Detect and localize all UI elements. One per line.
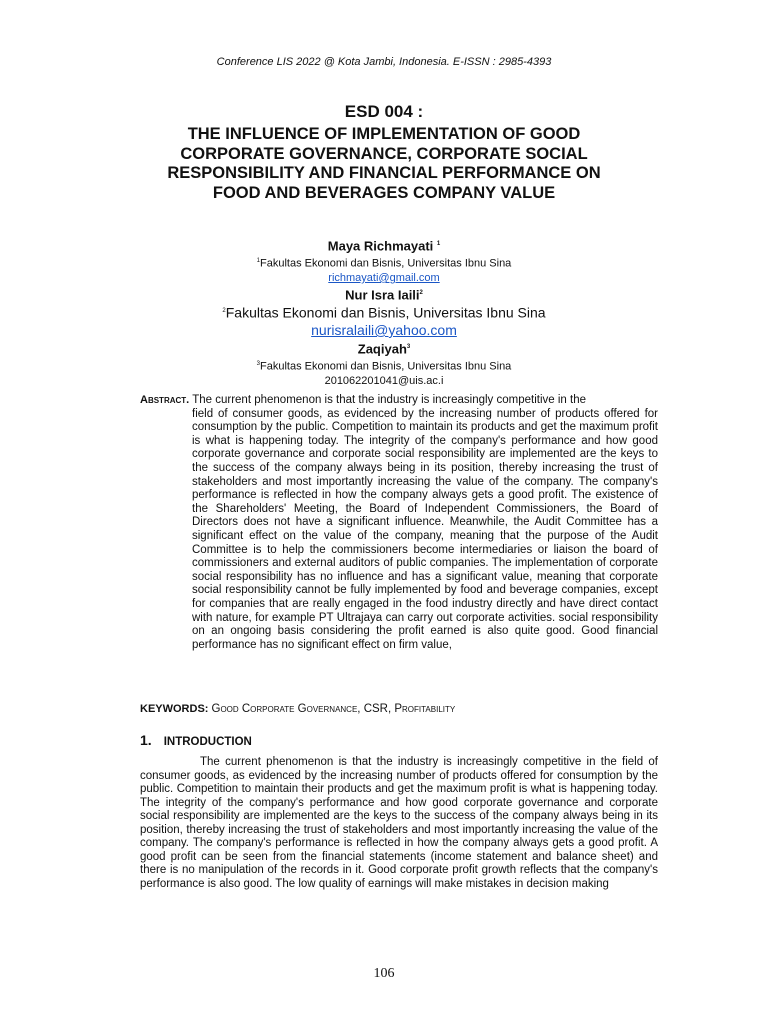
section-title: INTRODUCTION	[163, 736, 252, 748]
paper-id: ESD 004 :	[344, 102, 424, 121]
affiliation-text: Fakultas Ekonomi dan Bisnis, Universitas Ibnu Sina	[225, 304, 546, 321]
author-email-link[interactable]: nurisralaili@yahoo.com	[311, 321, 457, 338]
author-affiliation	[0, 254, 768, 271]
author-name	[0, 339, 768, 357]
abstract	[140, 394, 658, 652]
title-line: FOOD AND BEVERAGES COMPANY VALUE	[212, 183, 556, 202]
keywords-value: Good Corporate Governance, CSR, Profitability	[211, 703, 456, 715]
affiliation-sup: 2	[222, 308, 226, 315]
author-name	[0, 236, 768, 254]
abstract-body: field of consumer goods, as evidenced by the increasing number of products offered for consumption by the public. Competition to maintain its products and get the maximum profit is what is happening today. The integrity of the company's performance and how good corporate governance and corporate social responsibility are implemented are the keys to the success of the company always being in its position, thereby increasing the trust of stakeholders and most importantly increasing the value of the company. The company's performance is reflected in how the company always gets a good profit. The existence of the Shareholders' Meeting, the Board of Independent Commissioners, the Board of Directors does not have a significant influence. Meanwhile, the Audit Committee has a significant effect on the value of the company, meaning that the purpose of the Audit Committee is to help the commissioners become intermediaries or liaison the board of commissioners and external auditors of public companies. The implementation of corporate social responsibility has no influence and has a significant value, meaning that corporate social responsibility cannot be fully implemented by food and beverage companies, except for companies that are really engaged in the food industry directly and have direct contact with nature, for example PT Ultrajaya can carry out corporate activities. social responsibility on an ongoing basis considering the profit earned is also quite good. Good financial performance has no significant effect on firm value,	[192, 407, 658, 651]
author-name-text: Nur Isra Iaili	[345, 287, 420, 303]
section-heading	[140, 732, 252, 748]
keywords-label: KEYWORDS:	[140, 703, 209, 715]
author-affiliation	[0, 357, 768, 374]
author-email: 201062201041@uis.ac.i	[324, 374, 444, 387]
author-name-text: Maya Richmayati	[327, 238, 434, 254]
intro-paragraph: The current phenomenon is that the industry is increasingly competitive in the field of consumer goods, as evidenced by the increasing number of products offered for consumption by the public. Competition to maintain their products and get the maximum profit is what is happening today. The integrity of the company's performance and how good corporate governance and corporate social responsibility are implemented are the keys to the success of the company always being in its position, thereby increasing the trust of stakeholders and most importantly increasing the value of the company. The company's performance is reflected in how the company always gets a good profit. A good profit can be seen from the financial statements (income statement and balance sheet) and there is no manipulation of the records in it. Good corporate profit growth reflects that the company's performance is also good. The low quality of earnings will make mistakes in decision making	[140, 756, 658, 890]
author-sup: 1	[436, 241, 441, 247]
introduction-text	[140, 756, 658, 891]
section-number: 1.	[140, 732, 152, 748]
author-name-text: Zaqiyah	[357, 341, 407, 357]
affiliation-text: Fakultas Ekonomi dan Bisnis, Universitas Ibnu Sina	[260, 257, 512, 270]
affiliation-sup: 3	[256, 361, 261, 368]
title-line: CORPORATE GOVERNANCE, CORPORATE SOCIAL	[180, 144, 588, 163]
affiliation-sup: 1	[256, 258, 261, 265]
conference-header: Conference LIS 2022 @ Kota Jambi, Indonesia. E-ISSN : 2985-4393	[216, 56, 552, 68]
affiliation-text: Fakultas Ekonomi dan Bisnis, Universitas Ibnu Sina	[260, 360, 512, 373]
abstract-label: Abstract.	[140, 394, 190, 406]
keywords	[140, 703, 660, 715]
title-line: THE INFLUENCE OF IMPLEMENTATION OF GOOD	[187, 125, 581, 143]
paper-title	[140, 125, 628, 203]
page-number: 106	[373, 966, 395, 981]
abstract-first-text: The current phenomenon is that the industry is increasingly competitive in the	[192, 394, 586, 406]
author-affiliation	[0, 303, 768, 322]
abstract-first-line	[140, 394, 658, 408]
author-name	[0, 285, 768, 303]
author-email-link[interactable]: richmayati@gmail.com	[328, 271, 440, 284]
author-block	[0, 236, 768, 388]
author-sup: 2	[419, 289, 423, 296]
author-sup: 3	[406, 343, 411, 350]
title-line: RESPONSIBILITY AND FINANCIAL PERFORMANCE ON	[167, 164, 601, 182]
